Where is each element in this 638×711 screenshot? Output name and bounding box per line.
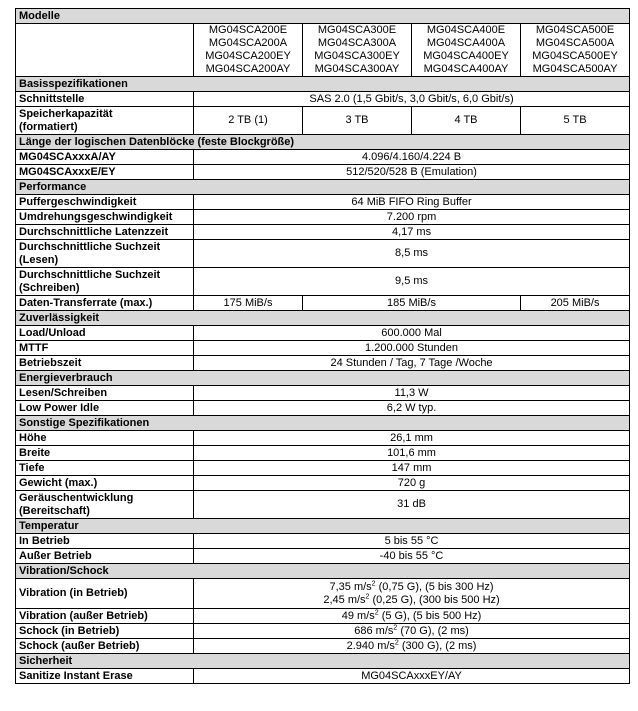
buffer-row — [16, 195, 630, 210]
seek-write-label — [16, 268, 194, 296]
operating-label: Betriebszeit — [16, 356, 194, 371]
section-performance — [16, 180, 630, 195]
depth-label: Tiefe — [16, 461, 194, 476]
model-column-4tb — [412, 24, 521, 77]
capacity-row — [16, 107, 630, 135]
model-name: MG04SCA400A — [426, 37, 506, 49]
model-name: MG04SCA200AY — [205, 63, 291, 75]
section-header: Performance — [16, 180, 630, 195]
rpm-label: Umdrehungsgeschwindigkeit — [16, 210, 194, 225]
models-empty-cell — [16, 24, 194, 77]
model-name: MG04SCA200E — [208, 24, 288, 36]
value-text: 2,45 m/s — [323, 593, 366, 606]
rpm-row — [16, 210, 630, 225]
value-text: 7,35 m/s — [329, 580, 372, 593]
value-text: 686 m/s — [354, 624, 394, 637]
section-reliability — [16, 311, 630, 326]
mttf-row — [16, 341, 630, 356]
vib-op-value — [194, 579, 630, 609]
interface-row — [16, 92, 630, 107]
capacity-2tb: 2 TB (1) — [194, 107, 303, 135]
idle-power-row — [16, 401, 630, 416]
depth-value: 147 mm — [194, 461, 630, 476]
model-name: MG04SCA500E — [535, 24, 615, 36]
model-name: MG04SCA300AY — [314, 63, 400, 75]
blocks-value-a: 4.096/4.160/4.224 B — [194, 150, 630, 165]
blocks-label-e: MG04SCAxxxE/EY — [16, 165, 194, 180]
rw-power-label: Lesen/Schreiben — [16, 386, 194, 401]
vib-op-label: Vibration (in Betrieb) — [16, 579, 194, 609]
capacity-label — [16, 107, 194, 135]
temp-nonop-value: -40 bis 55 °C — [194, 549, 630, 564]
latency-value: 4,17 ms — [194, 225, 630, 240]
superscript: 2 — [394, 638, 399, 646]
superscript: 2 — [365, 592, 370, 600]
transfer-2tb: 175 MiB/s — [194, 296, 303, 311]
weight-value: 720 g — [194, 476, 630, 491]
section-header: Modelle — [16, 9, 630, 24]
section-header: Energieverbrauch — [16, 371, 630, 386]
seek-write-row — [16, 268, 630, 296]
noise-label-line1: Geräuschentwicklung — [19, 491, 134, 504]
superscript: 2 — [374, 608, 379, 616]
seek-write-label-line1: Durchschnittliche Suchzeit — [19, 268, 161, 281]
transfer-label: Daten-Transferrate (max.) — [16, 296, 194, 311]
value-text: 49 m/s — [341, 609, 375, 622]
section-models — [16, 9, 630, 24]
section-header: Temperatur — [16, 519, 630, 534]
sie-value: MG04SCAxxxEY/AY — [194, 669, 630, 684]
load-label: Load/Unload — [16, 326, 194, 341]
temp-op-row — [16, 534, 630, 549]
noise-value: 31 dB — [194, 491, 630, 519]
model-name: MG04SCA200EY — [205, 50, 291, 62]
blocks-value-e: 512/520/528 B (Emulation) — [194, 165, 630, 180]
model-column-5tb — [521, 24, 630, 77]
depth-row — [16, 461, 630, 476]
value-text: (70 G), (2 ms) — [397, 624, 469, 637]
section-basic — [16, 77, 630, 92]
superscript: 2 — [371, 579, 376, 587]
vib-nonop-row — [16, 609, 630, 624]
temp-nonop-label: Außer Betrieb — [16, 549, 194, 564]
shock-op-label: Schock (in Betrieb) — [16, 624, 194, 639]
spec-table — [15, 8, 630, 684]
value-text: (0,25 G), (300 bis 500 Hz) — [369, 593, 500, 606]
section-temperature — [16, 519, 630, 534]
width-label: Breite — [16, 446, 194, 461]
rpm-value: 7.200 rpm — [194, 210, 630, 225]
models-row — [16, 24, 630, 77]
model-name: MG04SCA300E — [317, 24, 397, 36]
idle-power-label: Low Power Idle — [16, 401, 194, 416]
seek-read-label-line1: Durchschnittliche Suchzeit — [19, 240, 161, 253]
seek-read-value: 8,5 ms — [194, 240, 630, 268]
section-other — [16, 416, 630, 431]
model-name: MG04SCA400EY — [423, 50, 509, 62]
latency-label: Durchschnittliche Latenzzeit — [16, 225, 194, 240]
height-label: Höhe — [16, 431, 194, 446]
blocks-row-a — [16, 150, 630, 165]
idle-power-value: 6,2 W typ. — [194, 401, 630, 416]
section-header: Sicherheit — [16, 654, 630, 669]
interface-value: SAS 2.0 (1,5 Gbit/s, 3,0 Gbit/s, 6,0 Gbit/s) — [194, 92, 630, 107]
blocks-label-a: MG04SCAxxxA/AY — [16, 150, 194, 165]
interface-label: Schnittstelle — [16, 92, 194, 107]
weight-row — [16, 476, 630, 491]
capacity-3tb: 3 TB — [303, 107, 412, 135]
sie-row — [16, 669, 630, 684]
capacity-label-line1: Speicherkapazität — [19, 107, 113, 120]
section-blocks — [16, 135, 630, 150]
noise-label-line2: (Bereitschaft) — [19, 504, 90, 517]
width-value: 101,6 mm — [194, 446, 630, 461]
sie-label: Sanitize Instant Erase — [16, 669, 194, 684]
vib-nonop-value — [194, 609, 630, 624]
value-text: 2.940 m/s — [346, 639, 395, 652]
superscript: 2 — [393, 623, 398, 631]
section-vibration — [16, 564, 630, 579]
model-column-2tb — [194, 24, 303, 77]
shock-op-value — [194, 624, 630, 639]
section-header: Sonstige Spezifikationen — [16, 416, 630, 431]
width-row — [16, 446, 630, 461]
value-text: (300 G), (2 ms) — [398, 639, 477, 652]
section-header: Zuverlässigkeit — [16, 311, 630, 326]
model-column-3tb — [303, 24, 412, 77]
vib-nonop-label: Vibration (außer Betrieb) — [16, 609, 194, 624]
seek-read-row — [16, 240, 630, 268]
seek-write-label-line2: (Schreiben) — [19, 281, 80, 294]
model-name: MG04SCA200A — [208, 37, 288, 49]
load-row — [16, 326, 630, 341]
mttf-value: 1.200.000 Stunden — [194, 341, 630, 356]
blocks-row-e — [16, 165, 630, 180]
temp-op-label: In Betrieb — [16, 534, 194, 549]
section-security — [16, 654, 630, 669]
model-name: MG04SCA500A — [535, 37, 615, 49]
transfer-5tb: 205 MiB/s — [521, 296, 630, 311]
capacity-label-line2: (formatiert) — [19, 120, 78, 133]
shock-op-row — [16, 624, 630, 639]
temp-op-value: 5 bis 55 °C — [194, 534, 630, 549]
model-name: MG04SCA500AY — [532, 63, 618, 75]
vib-op-line1 — [197, 581, 626, 594]
seek-write-value: 9,5 ms — [194, 268, 630, 296]
load-value: 600.000 Mal — [194, 326, 630, 341]
noise-label — [16, 491, 194, 519]
model-name: MG04SCA300A — [317, 37, 397, 49]
section-header: Länge der logischen Datenblöcke (feste Blockgröße) — [16, 135, 630, 150]
vib-op-row — [16, 579, 630, 609]
buffer-value: 64 MiB FIFO Ring Buffer — [194, 195, 630, 210]
vib-op-line2 — [197, 594, 626, 607]
seek-read-label-line2: (Lesen) — [19, 253, 59, 266]
noise-row — [16, 491, 630, 519]
rw-power-value: 11,3 W — [194, 386, 630, 401]
section-header: Basisspezifikationen — [16, 77, 630, 92]
height-value: 26,1 mm — [194, 431, 630, 446]
operating-row — [16, 356, 630, 371]
model-name: MG04SCA400AY — [423, 63, 509, 75]
model-name: MG04SCA400E — [426, 24, 506, 36]
shock-nonop-row — [16, 639, 630, 654]
capacity-5tb: 5 TB — [521, 107, 630, 135]
shock-nonop-label: Schock (außer Betrieb) — [16, 639, 194, 654]
buffer-label: Puffergeschwindigkeit — [16, 195, 194, 210]
rw-power-row — [16, 386, 630, 401]
latency-row — [16, 225, 630, 240]
mttf-label: MTTF — [16, 341, 194, 356]
transfer-row — [16, 296, 630, 311]
transfer-3-4tb: 185 MiB/s — [303, 296, 521, 311]
section-power — [16, 371, 630, 386]
operating-value: 24 Stunden / Tag, 7 Tage /Woche — [194, 356, 630, 371]
model-name: MG04SCA300EY — [314, 50, 400, 62]
value-text: (0,75 G), (5 bis 300 Hz) — [375, 580, 494, 593]
capacity-4tb: 4 TB — [412, 107, 521, 135]
section-header: Vibration/Schock — [16, 564, 630, 579]
height-row — [16, 431, 630, 446]
temp-nonop-row — [16, 549, 630, 564]
shock-nonop-value — [194, 639, 630, 654]
weight-label: Gewicht (max.) — [16, 476, 194, 491]
model-name: MG04SCA500EY — [532, 50, 618, 62]
seek-read-label — [16, 240, 194, 268]
value-text: (5 G), (5 bis 500 Hz) — [378, 609, 482, 622]
